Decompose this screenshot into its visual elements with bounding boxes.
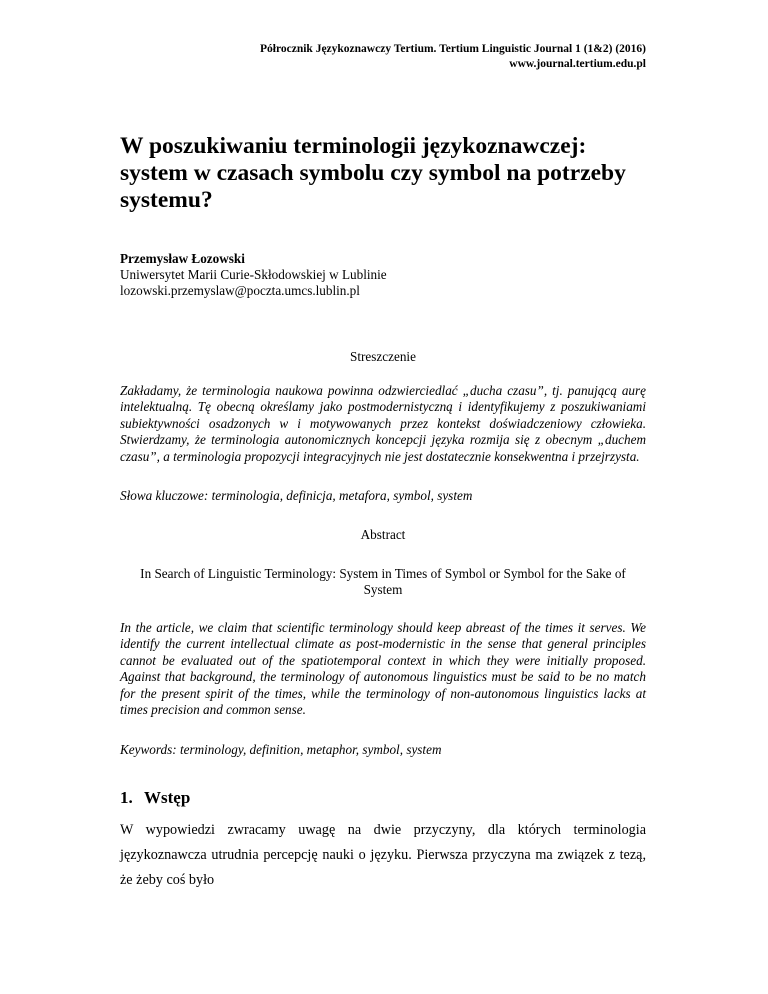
author-name: Przemysław Łozowski — [120, 251, 245, 266]
journal-url: www.journal.tertium.edu.pl — [509, 58, 646, 70]
article-title: W poszukiwaniu terminologii językoznawczej: system w czasach symbolu czy symbol na potrzeby systemu? — [120, 133, 626, 213]
section-title: Wstęp — [144, 788, 191, 808]
abstract-keywords: Keywords: terminology, definition, metaphor, symbol, system — [120, 742, 442, 758]
running-head — [260, 42, 646, 72]
article-content — [120, 133, 646, 893]
streszczenie-text: Zakładamy, że terminologia naukowa powinna odzwierciedlać „ducha czasu”, tj. panującą aurę intelektualną. Tę obecną określamy jako postmodernistyczną i identyfikujemy z poszukiwaniami subiektywności osadzonych w i motywowanych przez kontekst doświadczeniowy człowieka. Stwierdzamy, że terminologia autonomicznych koncepcji języka rozmija się z obecnym „duchem czasu”, a terminologia propozycji integracyjnych nie jest dostatecznie konsekwentna i przejrzysta. — [120, 383, 646, 464]
streszczenie-keywords: Słowa kluczowe: terminologia, definicja, metafora, symbol, system — [120, 488, 473, 504]
author-affiliation: Uniwersytet Marii Curie-Skłodowskiej w Lublinie — [120, 267, 387, 282]
abstract-title: In Search of Linguistic Terminology: System in Times of Symbol or Symbol for the Sake of System — [140, 566, 626, 598]
body-paragraph: W wypowiedzi zwracamy uwagę na dwie przyczyny, dla których terminologia językoznawcza utrudnia percepcję nauki o języku. Pierwsza przyczyna ma związek z tezą, że żeby coś było — [120, 822, 646, 889]
journal-name: Półrocznik Językoznawczy Tertium. Tertium Linguistic Journal 1 (1&2) (2016) — [260, 43, 646, 55]
section-heading — [120, 788, 646, 808]
streszczenie-heading: Streszczenie — [350, 349, 416, 364]
abstract-heading: Abstract — [360, 527, 406, 543]
author-email: lozowski.przemyslaw@poczta.umcs.lublin.pl — [120, 283, 360, 298]
author-block — [120, 251, 646, 299]
section-number: 1. — [120, 788, 133, 808]
abstract-text: In the article, we claim that scientific terminology should keep abreast of the times it serves. We identify the current intellectual climate as post-modernistic in the sense that general principles cannot be evaluated out of the spatiotemporal context in which they were initially proposed. Against that background, the terminology of autonomous linguistics must be said to be no match for the present spirit of the times, while the terminology of non-autonomous linguistics lacks at times precision and common sense. — [120, 620, 646, 718]
